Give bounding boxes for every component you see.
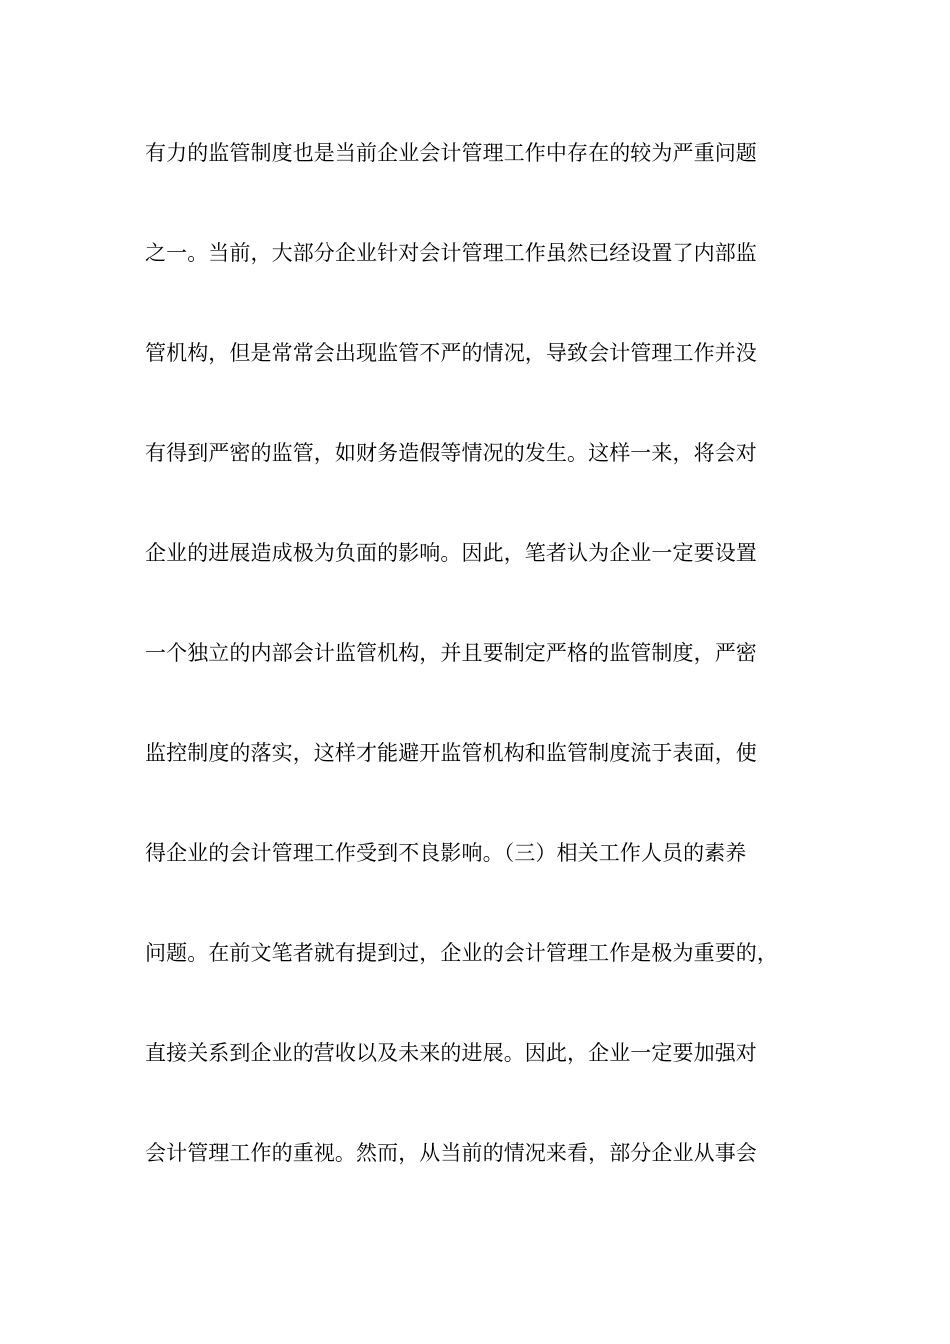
text-line-4: 有得到严密的监管，如财务造假等情况的发生。这样一来，将会对 [145,441,757,465]
text-line-3: 管机构，但是常常会出现监管不严的情况，导致会计管理工作并没 [145,341,757,365]
text-line-2: 之一。当前，大部分企业针对会计管理工作虽然已经设置了内部监 [145,241,757,265]
text-line-11: 会计管理工作的重视。然而，从当前的情况来看，部分企业从事会 [145,1141,757,1165]
text-line-1: 有力的监管制度也是当前企业会计管理工作中存在的较为严重问题 [145,141,757,165]
text-line-9: 问题。在前文笔者就有提到过，企业的会计管理工作是极为重要的， [145,941,778,965]
text-line-8: 得企业的会计管理工作受到不良影响。（三）相关工作人员的素养 [145,841,747,865]
text-line-5: 企业的进展造成极为负面的影响。因此，笔者认为企业一定要设置 [145,541,757,565]
text-line-7: 监控制度的落实，这样才能避开监管机构和监管制度流于表面，使 [145,741,757,765]
text-line-6: 一个独立的内部会计监管机构，并且要制定严格的监管制度，严密 [145,641,757,665]
text-line-10: 直接关系到企业的营收以及未来的进展。因此，企业一定要加强对 [145,1041,757,1065]
body-paragraph [145,133,825,1233]
